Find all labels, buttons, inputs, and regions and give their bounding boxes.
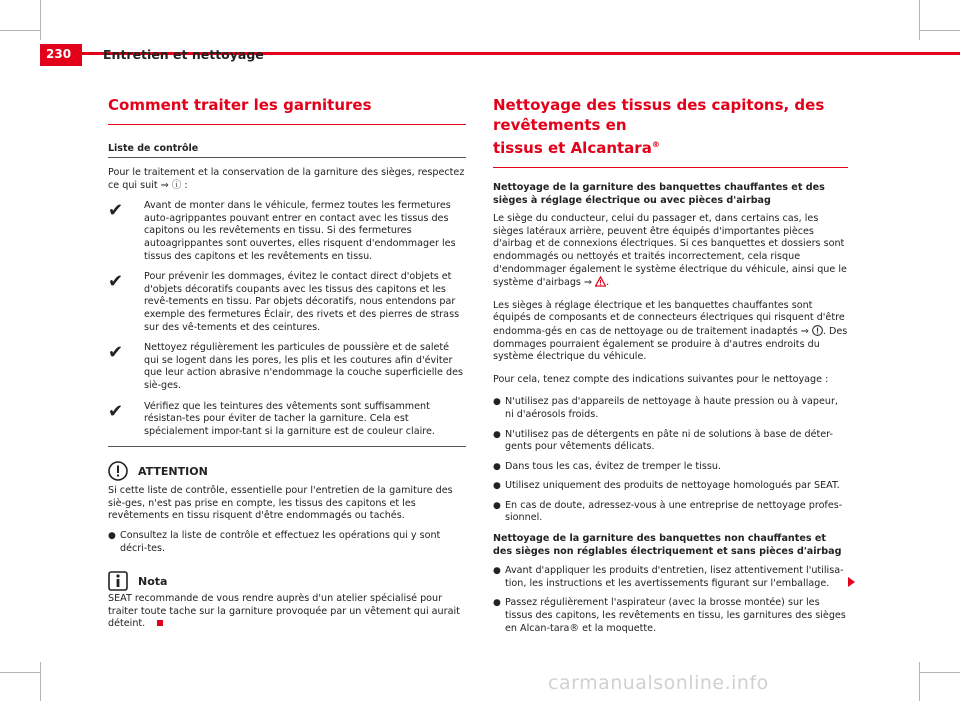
note-text bbox=[108, 593, 466, 631]
attention-title: ATTENTION bbox=[138, 464, 208, 478]
checkmark-icon: ✔ bbox=[108, 271, 124, 293]
info-icon bbox=[108, 571, 128, 591]
bullet-dot: ● bbox=[493, 429, 501, 440]
list-item-text: N'utilisez pas d'appareils de nettoyage à haute pression ou à vapeur, ni d'aérosols froids. bbox=[505, 396, 838, 420]
info-circle-icon bbox=[812, 325, 823, 336]
right-section-title bbox=[493, 95, 848, 168]
checkmark-icon: ✔ bbox=[108, 342, 124, 364]
end-marker bbox=[157, 620, 163, 626]
attention-text: Si cette liste de contrôle, essentielle pour l'entretien de la gamiture des siè-ges, n'est pas prise en compte, les tissus des capitons et les revêtements en tissu risquent d'être endommagés ou tachés. bbox=[108, 485, 453, 522]
attention-header bbox=[108, 461, 466, 481]
checklist-item bbox=[108, 342, 466, 392]
bullet-dot: ● bbox=[493, 598, 501, 609]
left-section-title: Comment traiter les garnitures bbox=[108, 95, 466, 125]
bullet-dot: ● bbox=[493, 481, 501, 492]
subheading-non-heated-seats: Nettoyage de la garniture des banquettes non chauffantes et des sièges non réglables électriquement et sans pièces d'airbag bbox=[493, 533, 842, 557]
crop-mark bbox=[0, 30, 40, 31]
crop-mark bbox=[920, 672, 960, 673]
checklist-item-text: Avant de monter dans le véhicule, fermez toutes les fermetures auto-agrippantes pouvant entrer en contact avec les tissus des capitons ou les revêtements en tissu. Si des fermetures autoagrippantes sont ouvertes, elles risquent d'endommager les tissus des capitons et les revêtements en tissu. bbox=[144, 200, 456, 262]
paragraph-airbag: Le siège du conducteur, celui du passager et, dans certains cas, les sièges latéraux arrière, peuvent être équipés d'importantes pièces d'airbag et de connexions électriques. Si ces banquettes et dossiers sont endommagés ou nettoyés et traités incorrectement, cela risque d'endommager également le système électrique du véhicule, ainsi que le système d'airbags ⇒ . bbox=[493, 213, 847, 289]
checklist-item-text: Pour prévenir les dommages, évitez le contact direct d'objets et d'objets décoratifs coupants avec les tissus des capitons et les revê-tements en tissu. Par objets décoratifs, nous entendons par exemple des fermetures Éclair, des rivets et des pierres de strass sur des vê-tements et des ceintures. bbox=[144, 271, 460, 333]
registered-mark: ® bbox=[651, 140, 660, 149]
checklist-item-text: Vérifiez que les teintures des vêtements sont suffisamment résistan-tes pour éviter de tacher la garniture. Cela est spécialement impor-tant si la garniture est de couleur claire. bbox=[144, 400, 435, 437]
list-item-text: N'utilisez pas de détergents en pâte ni de solutions à base de déter-gents pour vêtements délicats. bbox=[505, 428, 833, 453]
note-text-body: SEAT recommande de vous rendre auprès d'un atelier spécialisé pour traiter toute tache sur la garniture provoquée par un vêtement qui aurait déteint. bbox=[108, 593, 460, 630]
bullet-dot: ● bbox=[108, 531, 116, 542]
crop-mark bbox=[919, 0, 920, 40]
checkmark-icon: ✔ bbox=[108, 200, 124, 222]
crop-mark bbox=[0, 672, 40, 673]
paragraph-airbag-text: Le siège du conducteur, celui du passager et, dans certains cas, les sièges latéraux arrière, peuvent être équipés d'importantes pièces d'airbag et de connexions électriques. Si ces banquettes et dossiers sont endommagés ou nettoyés et traités incorrectement, cela risque d'endommager également le système électrique du véhicule, ainsi que le système d'airbags ⇒ bbox=[493, 213, 847, 289]
bullet-dot: ● bbox=[493, 461, 501, 472]
bullet-dot: ● bbox=[493, 397, 501, 408]
attention-bullet bbox=[108, 530, 466, 555]
left-column bbox=[108, 95, 466, 631]
page-number: 230 bbox=[40, 44, 82, 66]
list-item bbox=[493, 500, 848, 525]
list-item bbox=[493, 429, 848, 454]
list-item-text: Utilisez uniquement des produits de nettoyage homologués par SEAT. bbox=[505, 480, 840, 492]
list-item bbox=[493, 461, 848, 474]
note-header bbox=[108, 571, 466, 591]
list-item-text: Passez régulièrement l'aspirateur (avec la brosse montée) sur les tissus des capitons, les revêtements en tissu, les garnitures des sièges en Alcan-tara® et la moquette. bbox=[505, 597, 846, 634]
checklist-item bbox=[108, 271, 466, 334]
list-item-text: Avant d'appliquer les produits d'entretien, lisez attentivement l'utilisa-tion, les instructions et les avertissements figurant sur l'emballage. bbox=[505, 565, 844, 589]
paragraph-components-end: . Des dommages pourraient également se produire à d'autres endroits du système électrique du véhicule. bbox=[493, 325, 848, 363]
chapter-title: Entretien et nettoyage bbox=[103, 47, 264, 62]
paragraph-instructions: Pour cela, tenez compte des indications suivantes pour le nettoyage : bbox=[493, 373, 829, 385]
continue-arrow-icon bbox=[848, 577, 855, 587]
list-item bbox=[493, 480, 848, 493]
bullet-dot: ● bbox=[493, 500, 501, 511]
checklist-item-text: Nettoyez régulièrement les particules de poussière et de saleté qui se logent dans les pores, les plis et les coutures afin d'éviter que leur action abrasive n'endommage la couche superficielle des siè-ges. bbox=[144, 342, 464, 391]
crop-mark bbox=[920, 30, 960, 31]
crop-mark bbox=[40, 662, 41, 701]
list-item bbox=[493, 597, 848, 635]
attention-bullet-text: Consultez la liste de contrôle et effectuez les opérations qui y sont décri-tes. bbox=[120, 530, 441, 554]
paragraph-components bbox=[493, 300, 848, 364]
warning-circle-icon bbox=[108, 461, 128, 481]
subheading-heated-seats: Nettoyage de la garniture des banquettes chauffantes et des sièges à réglage électrique ou avec pièces d'airbag bbox=[493, 182, 825, 206]
list-item bbox=[493, 396, 848, 421]
checklist-item bbox=[108, 200, 466, 263]
right-column bbox=[493, 95, 848, 635]
watermark: carmanualsonline.info bbox=[548, 672, 769, 694]
paragraph-components-text: Les sièges à réglage électrique et les banquettes chauffantes sont équipés de composants et de connecteurs électriques qui risquent d'être endomma-gés en cas de nettoyage ou de traitement inadaptés ⇒ bbox=[493, 299, 845, 337]
crop-mark bbox=[919, 662, 920, 701]
right-title-line2: tissus et Alcantara bbox=[493, 139, 652, 157]
checklist-heading: Liste de contrôle bbox=[108, 143, 466, 158]
warning-triangle-icon bbox=[595, 276, 606, 287]
list-item-text: En cas de doute, adressez-vous à une entreprise de nettoyage profes-sionnel. bbox=[505, 499, 843, 524]
crop-mark bbox=[40, 0, 41, 40]
bullet-dot: ● bbox=[493, 566, 501, 577]
right-title-line1: Nettoyage des tissus des capitons, des revêtements en bbox=[493, 96, 825, 134]
checklist-intro: Pour le traitement et la conservation de la garniture des sièges, respectez ce qui suit ⇒ ⓘ : bbox=[108, 167, 465, 191]
list-item bbox=[493, 565, 848, 590]
note-title: Nota bbox=[138, 574, 168, 588]
checklist-item bbox=[108, 401, 466, 448]
list-item-text: Dans tous les cas, évitez de tremper le tissu. bbox=[505, 460, 721, 472]
checkmark-icon: ✔ bbox=[108, 400, 124, 422]
